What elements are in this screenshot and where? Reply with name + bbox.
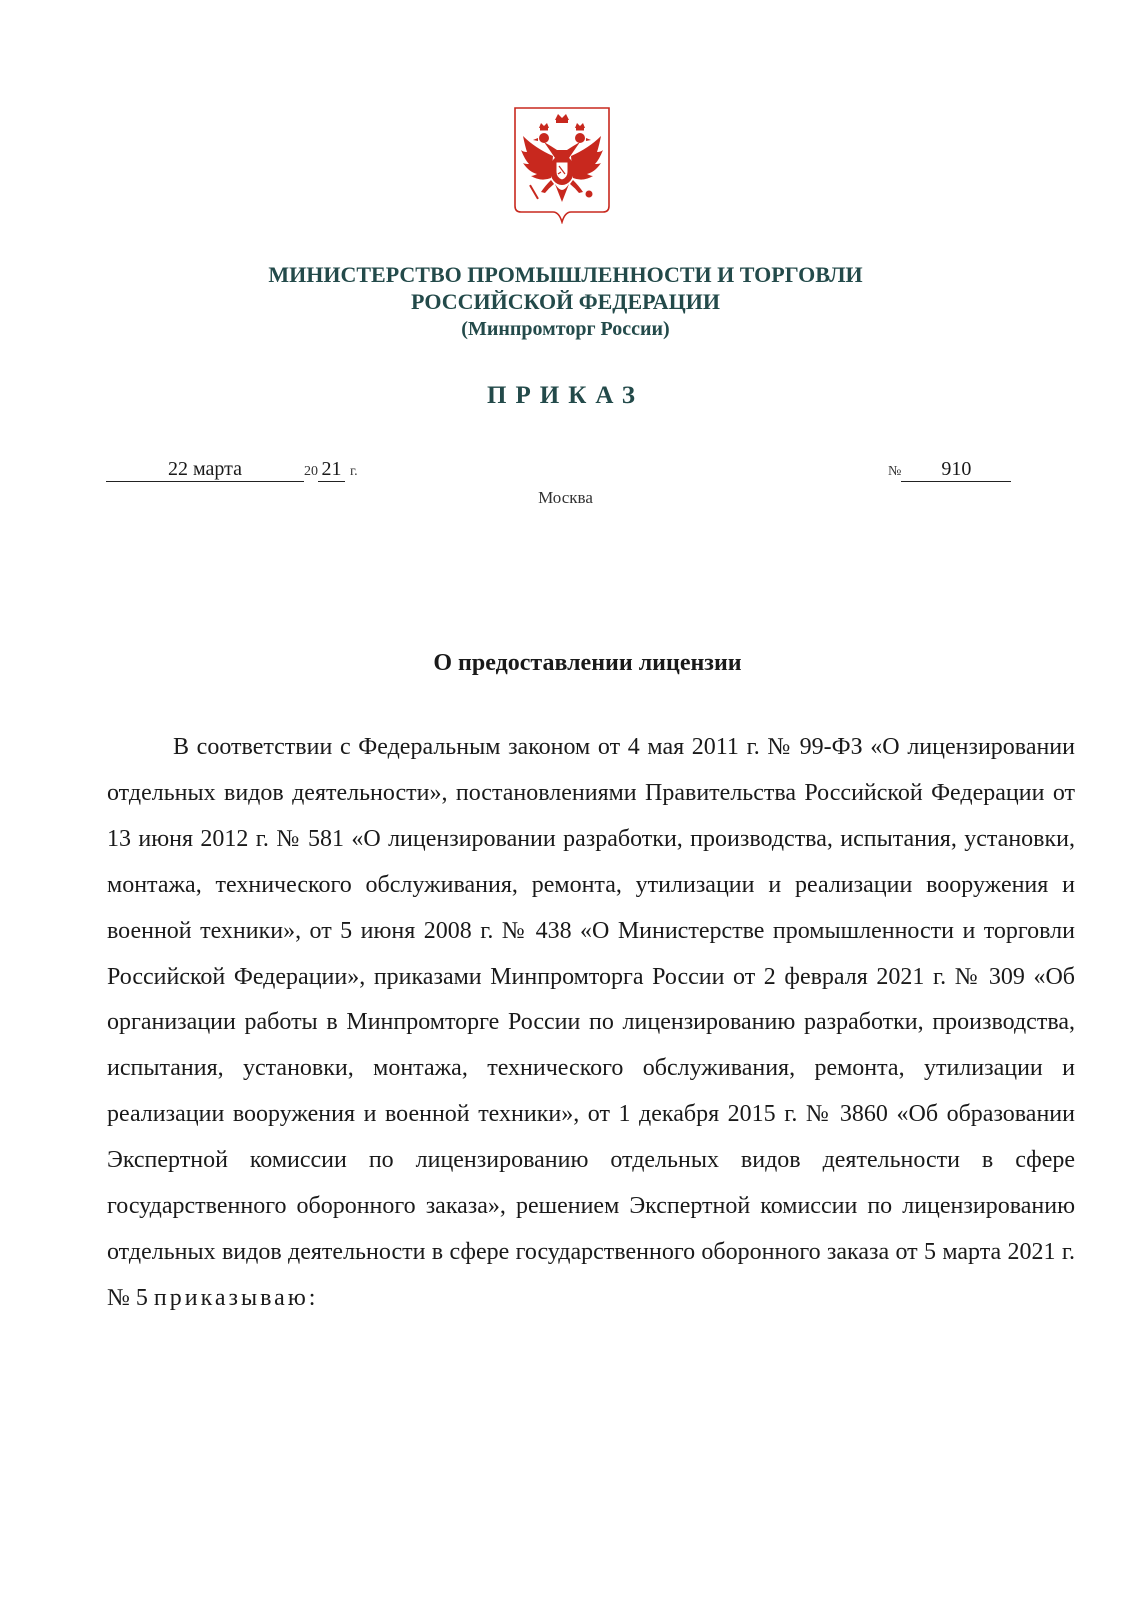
document-type-title: ПРИКАЗ: [487, 382, 644, 409]
order-date-year-mark: г.: [350, 464, 358, 479]
order-number: [888, 457, 1011, 484]
ministry-short-name: (Минпромторг России): [461, 318, 670, 340]
russian-coat-of-arms-icon: [513, 106, 611, 224]
order-number-value: 910: [901, 457, 1011, 482]
ministry-name-line-1: МИНИСТЕРСТВО ПРОМЫШЛЕННОСТИ И ТОРГОВЛИ: [268, 262, 863, 287]
order-number-sign: №: [888, 464, 902, 479]
order-subject: О предоставлении лицензии: [433, 650, 742, 676]
order-body-closing-word: приказываю:: [153, 1284, 319, 1311]
order-body-main-text: В соответствии с Федеральным законом от 4 мая 2011 г. № 99-ФЗ «О лицензировании отдельных видов деятельности», постановлениями Правительства Российской Федерации от 13 июня 2012 г. № 581 «О лицензировании разработки, производства, испытания, установки, монтажа, технического обслуживания, ремонта, утилизации и реализации вооружения и военной техники», от 5 июня 2008 г. № 438 «О Министерстве промышленности и торговли Российской Федерации», приказами Минпромторга России от 2 февраля 2021 г. № 309 «Об организации работы в Минпромторге России по лицензированию разработки, производства, испытания, установки, монтажа, технического обслуживания, ремонта, утилизации и реализации вооружения и военной техники», от 1 декабря 2015 г. № 3860 «Об образовании Экспертной комиссии по лицензированию отдельных видов деятельности в сфере государственного оборонного заказа», решением Экспертной комиссии по лицензированию отдельных видов деятельности в сфере государственного оборонного заказа от 5 марта 2021 г. № 5: [107, 734, 1075, 1311]
order-date-year-suffix: 21: [318, 457, 345, 482]
order-date-day-month: 22 марта: [106, 457, 304, 482]
order-date: [106, 457, 358, 484]
order-body-paragraph: [107, 725, 1075, 1322]
issue-city: Москва: [538, 488, 593, 507]
order-date-year-prefix: 20: [304, 464, 318, 479]
ministry-name-line-2: РОССИЙСКОЙ ФЕДЕРАЦИИ: [411, 289, 720, 314]
